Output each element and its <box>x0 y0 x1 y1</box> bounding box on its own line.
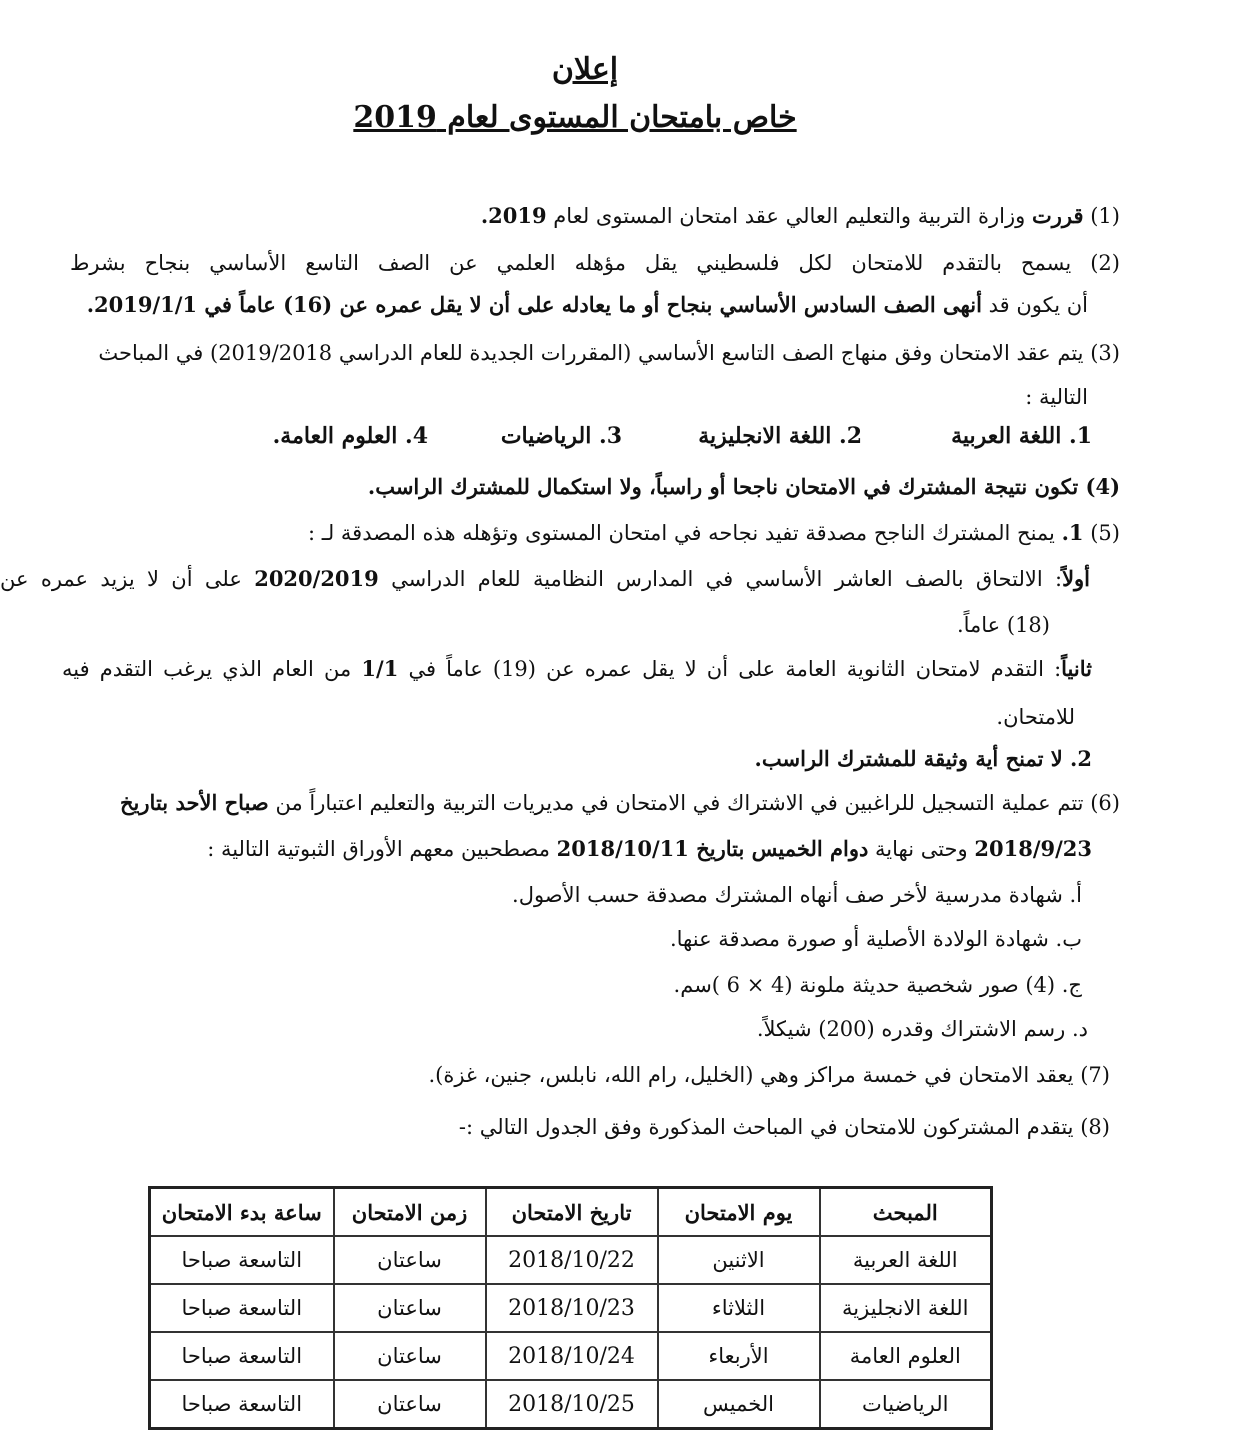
table-row <box>150 1284 992 1332</box>
item-2-line-1 <box>70 248 1120 278</box>
item-5-first-label: أولاً <box>1062 566 1091 591</box>
cell-day: الأربعاء <box>658 1332 820 1380</box>
item-3-text-1: يتم عقد الامتحان وفق منهاج الصف التاسع الأساسي (المقررات الجديدة للعام الدراسي 2019/2018) في المباحث <box>98 341 1084 365</box>
cell-date: 2018/10/22 <box>486 1236 658 1284</box>
table-row <box>150 1236 992 1284</box>
table-row <box>150 1332 992 1380</box>
cell-start-time: التاسعة صباحا <box>150 1332 334 1380</box>
announcement-title: إعلان <box>551 52 619 87</box>
subject-3: 3. الرياضيات <box>500 423 622 449</box>
item-5-second <box>62 654 1092 684</box>
table-header-row <box>150 1188 992 1237</box>
item-4 <box>368 472 1120 502</box>
item-2-number: (2) <box>1090 251 1120 275</box>
item-6-doc-c: ج. (4) صور شخصية حديثة ملونة (4 × 6 )سم. <box>673 973 1082 997</box>
item-6-doc-a: أ. شهادة مدرسية لأخر صف أنهاه المشترك مصدقة حسب الأصول. <box>512 883 1082 907</box>
item-5-first-text-b: على أن لا يزيد عمره عن <box>0 567 242 591</box>
item-2-text-1: يسمح بالتقدم للامتحان لكل فلسطيني يقل مؤهله العلمي عن الصف التاسع الأساسي بنجاح بشرط <box>70 251 1072 275</box>
item-7-text: يعقد الامتحان في خمسة مراكز وهي (الخليل، رام الله، نابلس، جنين، غزة). <box>428 1063 1074 1087</box>
header-date: تاريخ الامتحان <box>486 1188 658 1237</box>
cell-duration: ساعتان <box>334 1236 486 1284</box>
cell-date: 2018/10/24 <box>486 1332 658 1380</box>
item-3-line-2: التالية : <box>1025 385 1088 409</box>
item-5-second-label: ثانياً <box>1061 656 1092 681</box>
item-6-start-date: 2018/9/23 <box>974 836 1092 861</box>
cell-day: الخميس <box>658 1380 820 1429</box>
item-5-second-cont: للامتحان. <box>996 705 1075 729</box>
item-2-text-2b: أنهى الصف السادس الأساسي بنجاح أو ما يعادله على أن لا يقل عمره عن (16) عاماً في 2019/1/1. <box>86 292 982 317</box>
item-6-doc-d: د. رسم الاشتراك وقدره (200) شيكلاً. <box>756 1017 1088 1041</box>
header-duration: زمن الامتحان <box>334 1188 486 1237</box>
item-6-line-2 <box>207 834 1092 864</box>
item-2-text-2a: أن يكون قد <box>988 293 1088 317</box>
cell-subject: الرياضيات <box>820 1380 992 1429</box>
cell-date: 2018/10/25 <box>486 1380 658 1429</box>
item-5-sub-2: 2. لا تمنح أية وثيقة للمشترك الراسب. <box>754 746 1092 771</box>
item-6-text-2b: وحتى نهاية <box>875 837 968 861</box>
item-6-text-2d: مصطحبين معهم الأوراق الثبوتية التالية : <box>207 837 550 861</box>
item-2-line-2 <box>87 290 1088 320</box>
announcement-subtitle: خاص بامتحان المستوى لعام 2019 <box>353 100 797 135</box>
table-row <box>150 1380 992 1429</box>
item-1-text: وزارة التربية والتعليم العالي عقد امتحان المستوى لعام <box>553 204 1026 228</box>
item-6-end-date: دوام الخميس بتاريخ 2018/10/11 <box>556 836 869 861</box>
item-3-number: (3) <box>1090 341 1120 365</box>
item-5-second-text-a: : التقدم لامتحان الثانوية العامة على أن لا يقل عمره عن (19) عاماً في <box>408 657 1062 681</box>
item-1-year: 2019. <box>480 203 547 228</box>
exam-schedule-table <box>148 1186 993 1430</box>
item-7 <box>428 1060 1110 1090</box>
item-5-sub-1: 1. <box>1061 520 1084 545</box>
item-7-number: (7) <box>1080 1063 1110 1087</box>
cell-duration: ساعتان <box>334 1332 486 1380</box>
cell-duration: ساعتان <box>334 1284 486 1332</box>
cell-subject: اللغة العربية <box>820 1236 992 1284</box>
item-6-text-1b: صباح الأحد بتاريخ <box>120 790 269 815</box>
item-5-line-1 <box>308 518 1120 548</box>
item-5-first-cont: (18) عاماً. <box>956 613 1050 637</box>
item-1-decided: قررت <box>1031 203 1084 228</box>
cell-start-time: التاسعة صباحا <box>150 1380 334 1429</box>
cell-duration: ساعتان <box>334 1380 486 1429</box>
item-4-number: (4) <box>1085 474 1120 499</box>
cell-start-time: التاسعة صباحا <box>150 1236 334 1284</box>
cell-day: الاثنين <box>658 1236 820 1284</box>
item-8-number: (8) <box>1080 1115 1110 1139</box>
subject-1: 1. اللغة العربية <box>951 423 1092 449</box>
subject-4: 4. العلوم العامة. <box>272 423 428 449</box>
header-subject: المبحث <box>820 1188 992 1237</box>
cell-day: الثلاثاء <box>658 1284 820 1332</box>
item-5-text-1: يمنح المشترك الناجح مصدقة تفيد نجاحه في امتحان المستوى وتؤهله هذه المصدقة لـ : <box>307 521 1055 545</box>
item-5-second-text-b: من العام الذي يرغب التقدم فيه <box>62 657 352 681</box>
cell-subject: العلوم العامة <box>820 1332 992 1380</box>
item-5-second-date: 1/1 <box>361 656 399 681</box>
item-5-number: (5) <box>1090 521 1120 545</box>
item-6-text-1a: تتم عملية التسجيل للراغبين في الاشتراك في الامتحان في مديريات التربية والتعليم اعتباراً من <box>275 791 1084 815</box>
cell-date: 2018/10/23 <box>486 1284 658 1332</box>
cell-start-time: التاسعة صباحا <box>150 1284 334 1332</box>
item-6-doc-b: ب. شهادة الولادة الأصلية أو صورة مصدقة عنها. <box>669 927 1082 951</box>
item-1-number: (1) <box>1090 204 1120 228</box>
header-day: يوم الامتحان <box>658 1188 820 1237</box>
item-5-first <box>0 564 1090 594</box>
cell-subject: اللغة الانجليزية <box>820 1284 992 1332</box>
item-1 <box>481 201 1120 231</box>
item-5-first-text-a: : الالتحاق بالصف العاشر الأساسي في المدارس النظامية للعام الدراسي <box>391 567 1063 591</box>
item-5-first-year: 2020/2019 <box>254 566 379 591</box>
header-start-time: ساعة بدء الامتحان <box>150 1188 334 1237</box>
item-3-line-1 <box>98 338 1120 368</box>
item-4-text: تكون نتيجة المشترك في الامتحان ناجحا أو راسباً، ولا استكمال للمشترك الراسب. <box>367 474 1079 499</box>
subject-2: 2. اللغة الانجليزية <box>698 423 862 449</box>
item-8-text: يتقدم المشتركون للامتحان في المباحث المذكورة وفق الجدول التالي :- <box>458 1115 1074 1139</box>
item-6-line-1 <box>120 788 1120 818</box>
item-6-number: (6) <box>1090 791 1120 815</box>
item-8 <box>459 1112 1110 1142</box>
